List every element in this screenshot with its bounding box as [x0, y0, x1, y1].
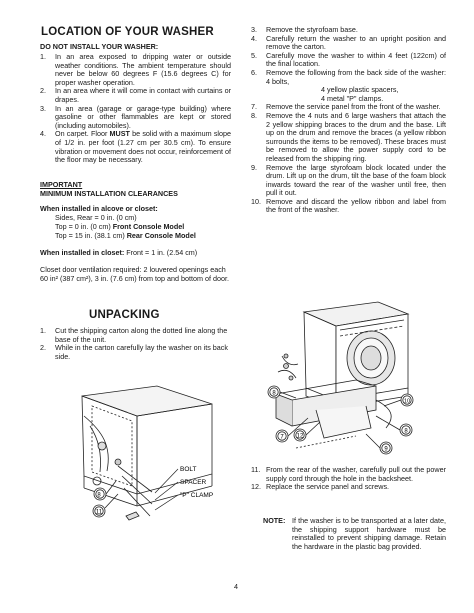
list-item: 3. In an area (garage or garage-type building) where gasoline or other flammables are kept or stored (including automobiles).: [40, 103, 231, 130]
list-item: 11. From the rear of the washer, carefully pull out the power supply cord through the hole in the backsheet.: [251, 465, 446, 483]
callout-7: 7: [280, 434, 284, 441]
final-steps: [251, 466, 446, 492]
step6-sub-clamps: 4 metal "P" clamps.: [321, 93, 384, 103]
list-item: 12. Replace the service panel and screws.: [251, 482, 390, 492]
callout-12: 12: [296, 433, 304, 440]
step6-sub-spacers: 4 yellow plastic spacers,: [321, 85, 399, 95]
list-item: 1. Cut the shipping carton along the dotted line along the base of the unit.: [40, 326, 228, 344]
top-front-console-clearance: Top = 0 in. (0 cm) Front Console Model: [55, 222, 185, 231]
list-item: 7. Remove the service panel from the front of the washer.: [251, 102, 441, 112]
list-item: 10. Remove and discard the yellow ribbon and label from the front of the washer.: [251, 196, 446, 215]
callout-11: 11: [95, 509, 103, 516]
callout-10: 10: [403, 398, 411, 405]
top-rear-console-clearance: Top = 15 in. (38.1 cm) Rear Console Model: [55, 231, 196, 240]
location-list: [40, 53, 231, 165]
min-clearances-heading: MINIMUM INSTALLATION CLEARANCES: [40, 189, 178, 198]
callout-8: 8: [97, 492, 101, 499]
important-heading: IMPORTANT: [40, 180, 83, 189]
location-title: LOCATION OF YOUR WASHER: [41, 26, 214, 38]
list-item: 3. Remove the styrofoam base.: [251, 25, 358, 34]
closet-clearance: When installed in closet: Front = 1 in. (2.54 cm): [40, 248, 198, 257]
unpacking-list: [40, 327, 231, 361]
list-item: 5. Carefully move the washer to within 4 feet (122cm) of the final location.: [251, 50, 446, 69]
list-item: 4. On carpet. Floor MUST be solid with a maximum slope of 1/2 in. per foot (1.27 cm per 30.5 cm). To ensure vibration or movement does not occur, reinforcement of the floor may be necessary.: [40, 129, 231, 165]
note-text: If the washer is to be transported at a later date, the shipping support hardware must be reinstalled to prevent shipping damage. Retain the hardware in the plastic bag provided.: [292, 516, 446, 551]
list-item: 2. In an area where it will come in contact with curtains or drapes.: [40, 86, 231, 104]
callout-8: 8: [404, 428, 408, 435]
ventilation-note: Closet door ventilation required: 2 louvered openings each 60 in² (387 cm²), 3 in. (7.6 cm) from top and bottom of door.: [40, 265, 229, 283]
note-label: NOTE:: [263, 516, 286, 525]
list-item: 8. Remove the 4 nuts and 6 large washers that attach the 2 yellow shipping braces to the drum and the base. Lift up on the drum and remove the braces (a yellow ribbon surrounds the items to be removed). These braces must be removed to allow the power supply cord to be released from the shipping ring.: [251, 110, 446, 163]
callout-8: 8: [272, 390, 276, 397]
unpacking-steps: [251, 26, 446, 215]
do-not-install-heading: DO NOT INSTALL YOUR WASHER:: [40, 42, 159, 51]
p-clamp-label: "P" CLAMP: [180, 492, 214, 499]
list-item: 1. In an area exposed to dripping water or outside weather conditions. The ambient temperature should never be below 60 degrees F (15.6 degrees C) for proper washer operation.: [40, 52, 231, 87]
list-item: 6. Remove the following from the back side of the washer: 4 bolts, 4 yellow plastic spacers, 4 metal "P" clamps.: [251, 67, 446, 103]
washer-on-back-illustration: [62, 376, 232, 526]
washer-front-illustration: [256, 298, 424, 464]
callout-9: 9: [384, 446, 388, 453]
unpacking-title: UNPACKING: [89, 309, 160, 321]
page-number: 4: [234, 582, 238, 591]
alcove-heading: When installed in alcove or closet:: [40, 204, 158, 213]
sides-rear-clearance: Sides, Rear = 0 in. (0 cm): [55, 213, 137, 222]
list-item: 9. Remove the large styrofoam block located under the drum. Lift up on the drum, tilt the base of the foam block inwards toward the rear of the washer until free, then pull it out.: [251, 162, 446, 198]
list-item: 2. While in the carton carefully lay the washer on its back side.: [40, 343, 228, 361]
spacer-label: SPACER: [180, 479, 207, 486]
list-item: 4. Carefully return the washer to an upright position and remove the carton.: [251, 33, 446, 52]
bolt-label: BOLT: [180, 466, 197, 473]
